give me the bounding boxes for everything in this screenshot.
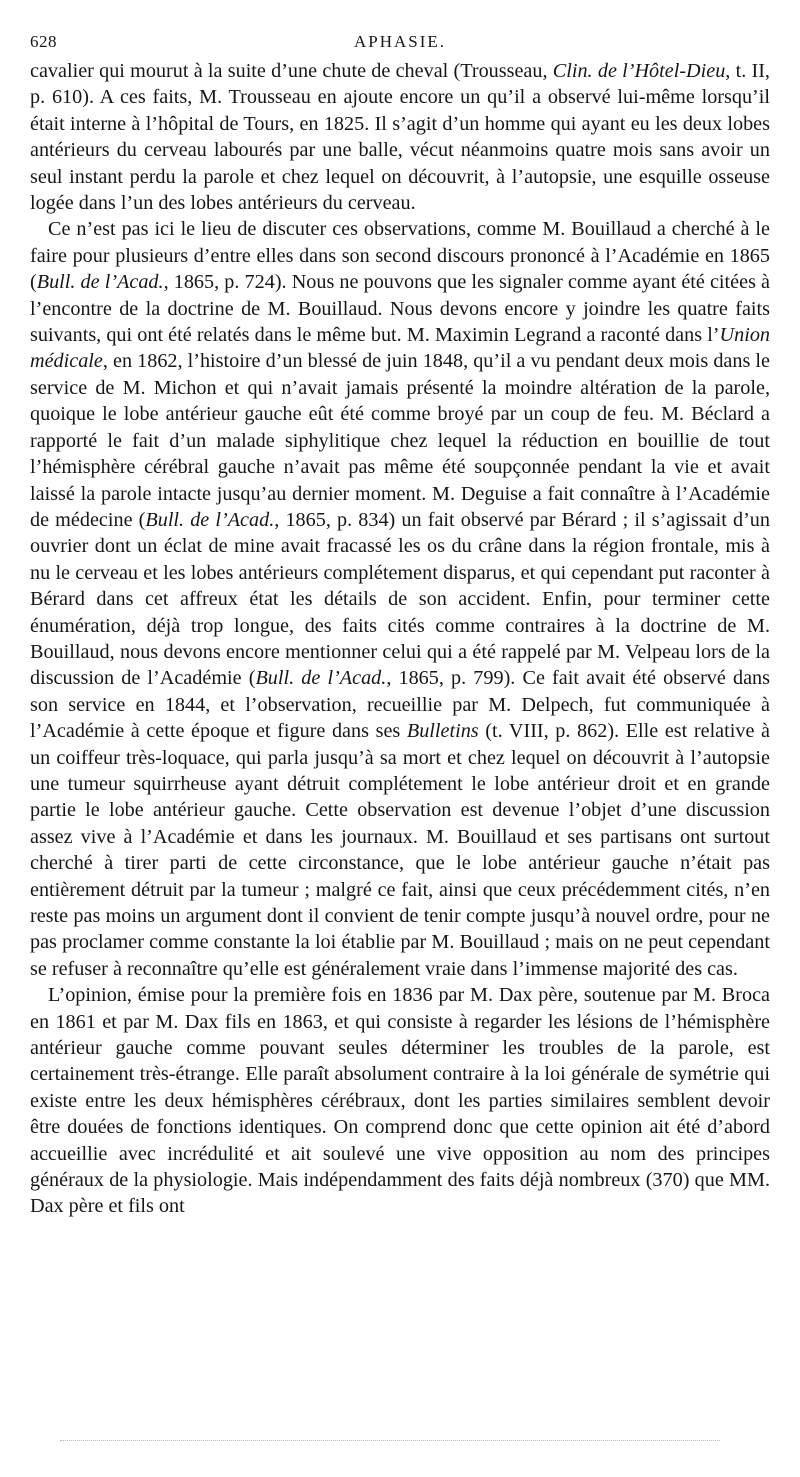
- page-header: [30, 30, 770, 56]
- text-run: , 1865, p. 799). Ce fait avait été observé dans son service en 1844, et l’observation, recueillie par M. Delpech, fut communiquée à l’Académie à cette époque et figure dans ses: [30, 667, 770, 743]
- text-run: , en 1862, l’histoire d’un blessé de juin 1848, qu’il a vu pendant deux mois dans le service de M. Michon et qui n’avait jamais présenté la moindre altération de la parole, quoique le lobe antérieur gauche eût été comme broyé par un coup de feu. M. Béclard a rapporté le fait d’un malade siphylitique chez lequel la réduction en bouillie de tout l’hémisphère cérébral gauche n’avait pas même été soupçonnée pendant la vie et avait laissé la parole intacte jusqu’au dernier moment. M. Deguise a fait connaître à l’Académie de médecine (: [30, 350, 770, 531]
- book-page: [30, 30, 770, 1220]
- paragraph: [30, 216, 770, 982]
- bottom-rule: [60, 1440, 720, 1441]
- italic-citation: Union médicale: [30, 324, 770, 373]
- text-run: Ce n’est pas ici le lieu de discuter ces observations, comme M. Bouillaud a cherché à le faire pour plusieurs d’entre elles dans son second discours prononcé à l’Académie en 1865 (: [30, 218, 770, 294]
- text-run: , 1865, p. 834) un fait observé par Bérard ; il s’agissait d’un ouvrier dont un éclat de mine avait fracassé les os du crâne dans la région frontale, mis à nu le cerveau et les lobes antérieurs complétement disparus, et qui cependant put raconter à Bérard dans cet affreux état les détails de son accident. Enfin, pour terminer cette énumération, déjà trop longue, des faits cités comme contraires à la doctrine de M. Bouillaud, nous devons encore mentionner celui qui a été rappelé par M. Velpeau lors de la discussion de l’Académie (: [30, 508, 770, 690]
- italic-citation: Bull. de l’Acad.: [145, 508, 275, 531]
- text-run: cavalier qui mourut à la suite d’une chute de cheval (Trousseau,: [30, 60, 553, 82]
- running-head: APHASIE.: [353, 32, 447, 51]
- body-text: [30, 58, 770, 1220]
- text-run: , t. II, p. 610). A ces faits, M. Trousseau en ajoute encore un qu’il a observé lui-même lorsqu’il était interne à l’hôpital de Tours, en 1825. Il s’agit d’un homme qui ayant eu les deux lobes antérieurs du cerveau labourés par une balle, vécut néanmoins quatre mois sans avoir un seul instant perdu la parole et chez lequel on découvrit, à l’autopsie, une esquille osseuse logée dans l’un des lobes antérieurs du cerveau.: [30, 60, 770, 215]
- italic-citation: Bulletins: [406, 720, 479, 743]
- page-number: 628: [30, 32, 57, 51]
- italic-citation: Bull. de l’Acad.: [36, 271, 164, 294]
- italic-citation: Clin. de l’Hôtel-Dieu: [552, 60, 726, 82]
- text-run: (t. VIII, p. 862). Elle est relative à un coiffeur très-loquace, qui parla jusqu’à sa mort et chez lequel on découvrit à l’autopsie une tumeur squirrheuse ayant détruit complétement le lobe antérieur droit et en grande partie le lobe antérieur gauche. Cette observation est devenue l’objet d’une discussion assez vive à l’Académie et dans les journaux. M. Bouillaud et ses partisans ont surtout cherché à tirer parti de cette circonstance, que le lobe antérieur gauche n’était pas entièrement détruit par la tumeur ; malgré ce fait, ainsi que ceux précédemment cités, n’en reste pas moins un argument dont il convient de tenir compte jusqu’à nouvel ordre, pour ne pas proclamer comme constante la loi établie par M. Bouillaud ; mais on ne peut cependant se refuser à reconnaître qu’elle est généralement vraie dans l’immense majorité des cas.: [30, 720, 770, 980]
- text-run: L’opinion, émise pour la première fois en 1836 par M. Dax père, soutenue par M. Broca en 1861 et par M. Dax fils en 1863, et qui consiste à regarder les lésions de l’hémisphère antérieur gauche comme pouvant seules déterminer les troubles de la parole, est certainement très-étrange. Elle paraît absolument contraire à la loi générale de symétrie qui existe entre les deux hémisphères cérébraux, dont les parties similaires semblent devoir être douées de fonctions identiques. On comprend donc que cette opinion ait été d’abord accueillie avec incrédulité et ait soulevé une vive opposition au nom des principes généraux de la physiologie. Mais indépendamment des faits déjà nombreux (370) que MM. Dax père et fils ont: [30, 984, 770, 1218]
- paragraph: [30, 982, 770, 1220]
- italic-citation: Bull. de l’Acad.: [255, 667, 387, 690]
- text-run: , 1865, p. 724). Nous ne pouvons que les signaler comme ayant été citées à l’encontre de la doctrine de M. Bouillaud. Nous devons encore y joindre les quatre faits suivants, qui ont été relatés dans le même but. M. Maximin Legrand a raconté dans l’: [30, 271, 771, 347]
- paragraph: [30, 58, 770, 216]
